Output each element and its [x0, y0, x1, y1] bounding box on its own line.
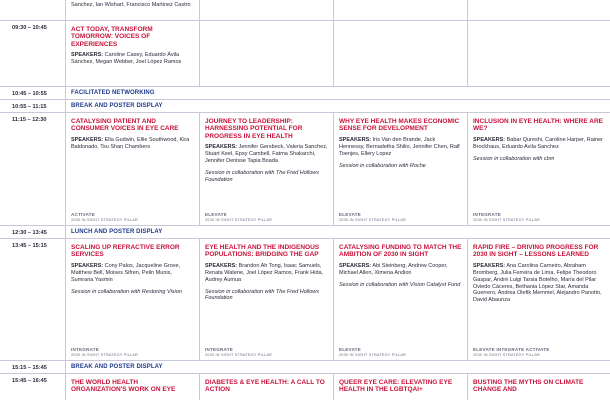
speakers-label: SPEAKERS:: [473, 136, 506, 143]
speakers-list: Jennifer Gersbeck, Valeria Sanchez, Stuart Keel, Epsy Cambell, Fatma Shakarchi, Jennifer Denisse Tapia Boada: [205, 144, 328, 165]
session-cell: [200, 113, 334, 225]
session-cell: [468, 239, 610, 360]
session-title: QUEER EYE CARE: ELEVATING EYE HEALTH IN THE LGBTQAI+: [339, 379, 453, 394]
break-label: FACILITATED NETWORKING: [71, 90, 155, 96]
empty-cell: [468, 0, 610, 20]
speakers-list: Ana Carolina Carneiro, Abraham Bromberg, Julia Ferreira de Lima, Felipe Theodoro Gaspar, André Luigi Tarsia Botelho, María del Pilar Oviedo Cáceres, Bethania López Star, Amanda Guerrero, Andrea Olefik Memmel, Alejandro Panotto, David Abaunza: [473, 262, 602, 304]
agenda-row-1345: [0, 238, 610, 360]
time-label: 15:45 – 16:45: [0, 374, 66, 400]
session-speakers: [205, 144, 328, 165]
pillar-caption: 2030 IN SIGHT STRATEGY PILLAR: [339, 218, 406, 222]
strategy-pillar: [339, 212, 406, 222]
empty-cell: [334, 21, 468, 86]
empty-cell: [334, 0, 468, 20]
strategy-pillar: [473, 212, 540, 222]
pillar-label: ELEVATE: [339, 347, 361, 352]
session-cell: [66, 113, 200, 225]
speakers-label: SPEAKERS:: [205, 144, 238, 151]
pillar-label: INTEGRATE: [71, 347, 100, 352]
speakers-list: Abi Steinberg, Andrew Cooper, Michael Allen, Ximena Andion: [339, 262, 448, 276]
session-collaboration: Session in collaboration with The Fred Hollows Foundation: [205, 169, 320, 183]
session-cell: [468, 113, 610, 225]
session-title: BUSTING THE MYTHS ON CLIMATE CHANGE AND: [473, 379, 584, 394]
session-title: DIABETES & EYE HEALTH: A CALL TO ACTION: [205, 379, 325, 394]
speakers-label: SPEAKERS:: [71, 262, 104, 269]
speakers-label: SPEAKERS:: [71, 52, 104, 59]
session-cell: [334, 239, 468, 360]
session-cell: [66, 0, 200, 20]
empty-cell: [200, 0, 334, 20]
time-label: 13:45 – 15:15: [0, 239, 66, 360]
session-title: SCALING UP REFRACTIVE ERROR SERVICES: [71, 244, 180, 259]
session-cell: [468, 374, 610, 400]
strategy-pillar: [339, 347, 406, 357]
session-collaboration: Session in collaboration with The Fred Hollows Foundation: [205, 288, 320, 302]
session-title: EYE HEALTH AND THE INDIGENOUS POPULATIONS: BRIDGING THE GAP: [205, 244, 320, 259]
session-collaboration: Session in collaboration with Vision Catalyst Fund: [339, 281, 461, 288]
session-title: JOURNEY TO LEADERSHIP: HARNESSING POTENTIAL FOR PROGRESS IN EYE HEALTH: [205, 118, 303, 140]
strategy-pillar: [205, 347, 272, 357]
session-collaboration: Session in collaboration with Roche: [339, 162, 426, 169]
time-label: 12:30 – 13:45: [0, 226, 66, 238]
speakers-list: Iris Van den Brande, Jack Hennessy, Bernadetha Shilio, Jennifer Chen, Ralf Toenjes, Ellery Lopez: [339, 136, 460, 157]
agenda-row-1515: [0, 360, 610, 373]
pillar-caption: 2030 IN SIGHT STRATEGY PILLAR: [473, 218, 540, 222]
speakers-label: SPEAKERS:: [205, 262, 238, 269]
speakers-list: Cony Palos, Jacqueline Grove, Matthew Bell, Moises Sifren, Pelin Munis, Sumrana Yasmin: [71, 262, 181, 283]
time-label: 15:15 – 15:45: [0, 361, 66, 373]
speaker-names: Sanchez, Ian Wishart, Francisco Martinez Castro: [71, 2, 191, 8]
session-cell: [200, 239, 334, 360]
session-collaboration: Session in collaboration with cbm: [473, 155, 555, 162]
session-collaboration: Session in collaboration with Restoring Vision: [71, 288, 182, 295]
session-speakers: [339, 263, 462, 277]
pillar-label: INTEGRATE: [205, 347, 234, 352]
pillar-label: ELEVATE: [205, 212, 227, 217]
session-cell: [334, 113, 468, 225]
pillar-label: ELEVATE INTEGRATE ACTIVATE: [473, 347, 550, 352]
pillar-caption: 2030 IN SIGHT STRATEGY PILLAR: [473, 353, 540, 357]
pillar-label: ELEVATE: [339, 212, 361, 217]
time-label: 09:30 – 10:45: [0, 21, 66, 86]
session-title: CATALYSING PATIENT AND CONSUMER VOICES IN EYE CARE: [71, 118, 179, 133]
speakers-list: Caroline Casey, Eduardo Ávila Sánchez, Megan Webber, Joel López Ramos: [71, 52, 182, 66]
time-label: 10:45 – 10:55: [0, 87, 66, 99]
session-speakers: [339, 137, 462, 158]
pillar-label: INTEGRATE: [473, 212, 502, 217]
session-cell: [66, 374, 200, 400]
pillar-label: ACTIVATE: [71, 212, 95, 217]
strategy-pillar: [71, 347, 138, 357]
session-cell: [334, 374, 468, 400]
speakers-list: Babar Qureshi, Caroline Harper, Rainer Brockhaus, Eduardo Avila Sanchez: [473, 136, 603, 150]
session-cell: [66, 21, 200, 86]
agenda-row-1045: [0, 86, 610, 99]
pillar-caption: 2030 IN SIGHT STRATEGY PILLAR: [205, 218, 272, 222]
empty-cell: [468, 21, 610, 86]
session-title: ACT TODAY, TRANSFORM TOMORROW: VOICES OF EXPERIENCES: [71, 26, 153, 48]
pillar-caption: 2030 IN SIGHT STRATEGY PILLAR: [205, 353, 272, 357]
agenda-row-0930: [0, 20, 610, 86]
session-title: THE WORLD HEALTH ORGANIZATION'S WORK ON EYE: [71, 379, 176, 394]
session-speakers: [205, 263, 328, 284]
session-speakers: [473, 137, 605, 151]
pillar-caption: 2030 IN SIGHT STRATEGY PILLAR: [71, 353, 138, 357]
break-label: BREAK AND POSTER DISPLAY: [71, 364, 163, 370]
speakers-label: SPEAKERS:: [71, 136, 104, 143]
break-label: LUNCH AND POSTER DISPLAY: [71, 229, 163, 235]
empty-cell: [200, 21, 334, 86]
speakers-list: Brandon Ah Tong, Isaac Samuels, Renata Watene, Joel López Ramos, Frank Hida, Audrey Aumua: [205, 262, 324, 283]
time-label: 10:55 – 11:15: [0, 100, 66, 112]
strategy-pillar: [71, 212, 138, 222]
agenda-row-1545: [0, 373, 610, 400]
session-speakers: [71, 263, 194, 284]
speakers-label: SPEAKERS:: [473, 262, 506, 269]
time-label: 11:15 – 12:30: [0, 113, 66, 225]
session-speakers: [473, 263, 605, 304]
agenda-row-1230: [0, 225, 610, 238]
speakers-label: SPEAKERS:: [339, 136, 372, 143]
agenda-row-top: [0, 0, 610, 20]
session-title: RAPID FIRE – DRIVING PROGRESS FOR 2030 IN SIGHT – LESSONS LEARNED: [473, 244, 599, 259]
session-title: CATALYSING FUNDING TO MATCH THE AMBITION OF 2030 IN SIGHT: [339, 244, 462, 259]
session-title: WHY EYE HEALTH MAKES ECONOMIC SENSE FOR DEVELOPMENT: [339, 118, 460, 133]
time-cell: [0, 0, 66, 20]
session-cell: [66, 239, 200, 360]
agenda-row-1055: [0, 99, 610, 112]
session-cell: [200, 374, 334, 400]
strategy-pillar: [205, 212, 272, 222]
pillar-caption: 2030 IN SIGHT STRATEGY PILLAR: [339, 353, 406, 357]
strategy-pillar: [473, 347, 550, 357]
session-speakers: [71, 137, 194, 151]
pillar-caption: 2030 IN SIGHT STRATEGY PILLAR: [71, 218, 138, 222]
break-label: BREAK AND POSTER DISPLAY: [71, 103, 163, 109]
speakers-list: Ella Gudwin, Ellie Southwood, Kira Baldonado, Tsu Shan Chambers: [71, 136, 190, 150]
session-speakers: [71, 52, 194, 66]
speakers-label: SPEAKERS:: [339, 262, 372, 269]
agenda-row-1115: [0, 112, 610, 225]
session-title: INCLUSION IN EYE HEALTH: WHERE ARE WE?: [473, 118, 604, 133]
